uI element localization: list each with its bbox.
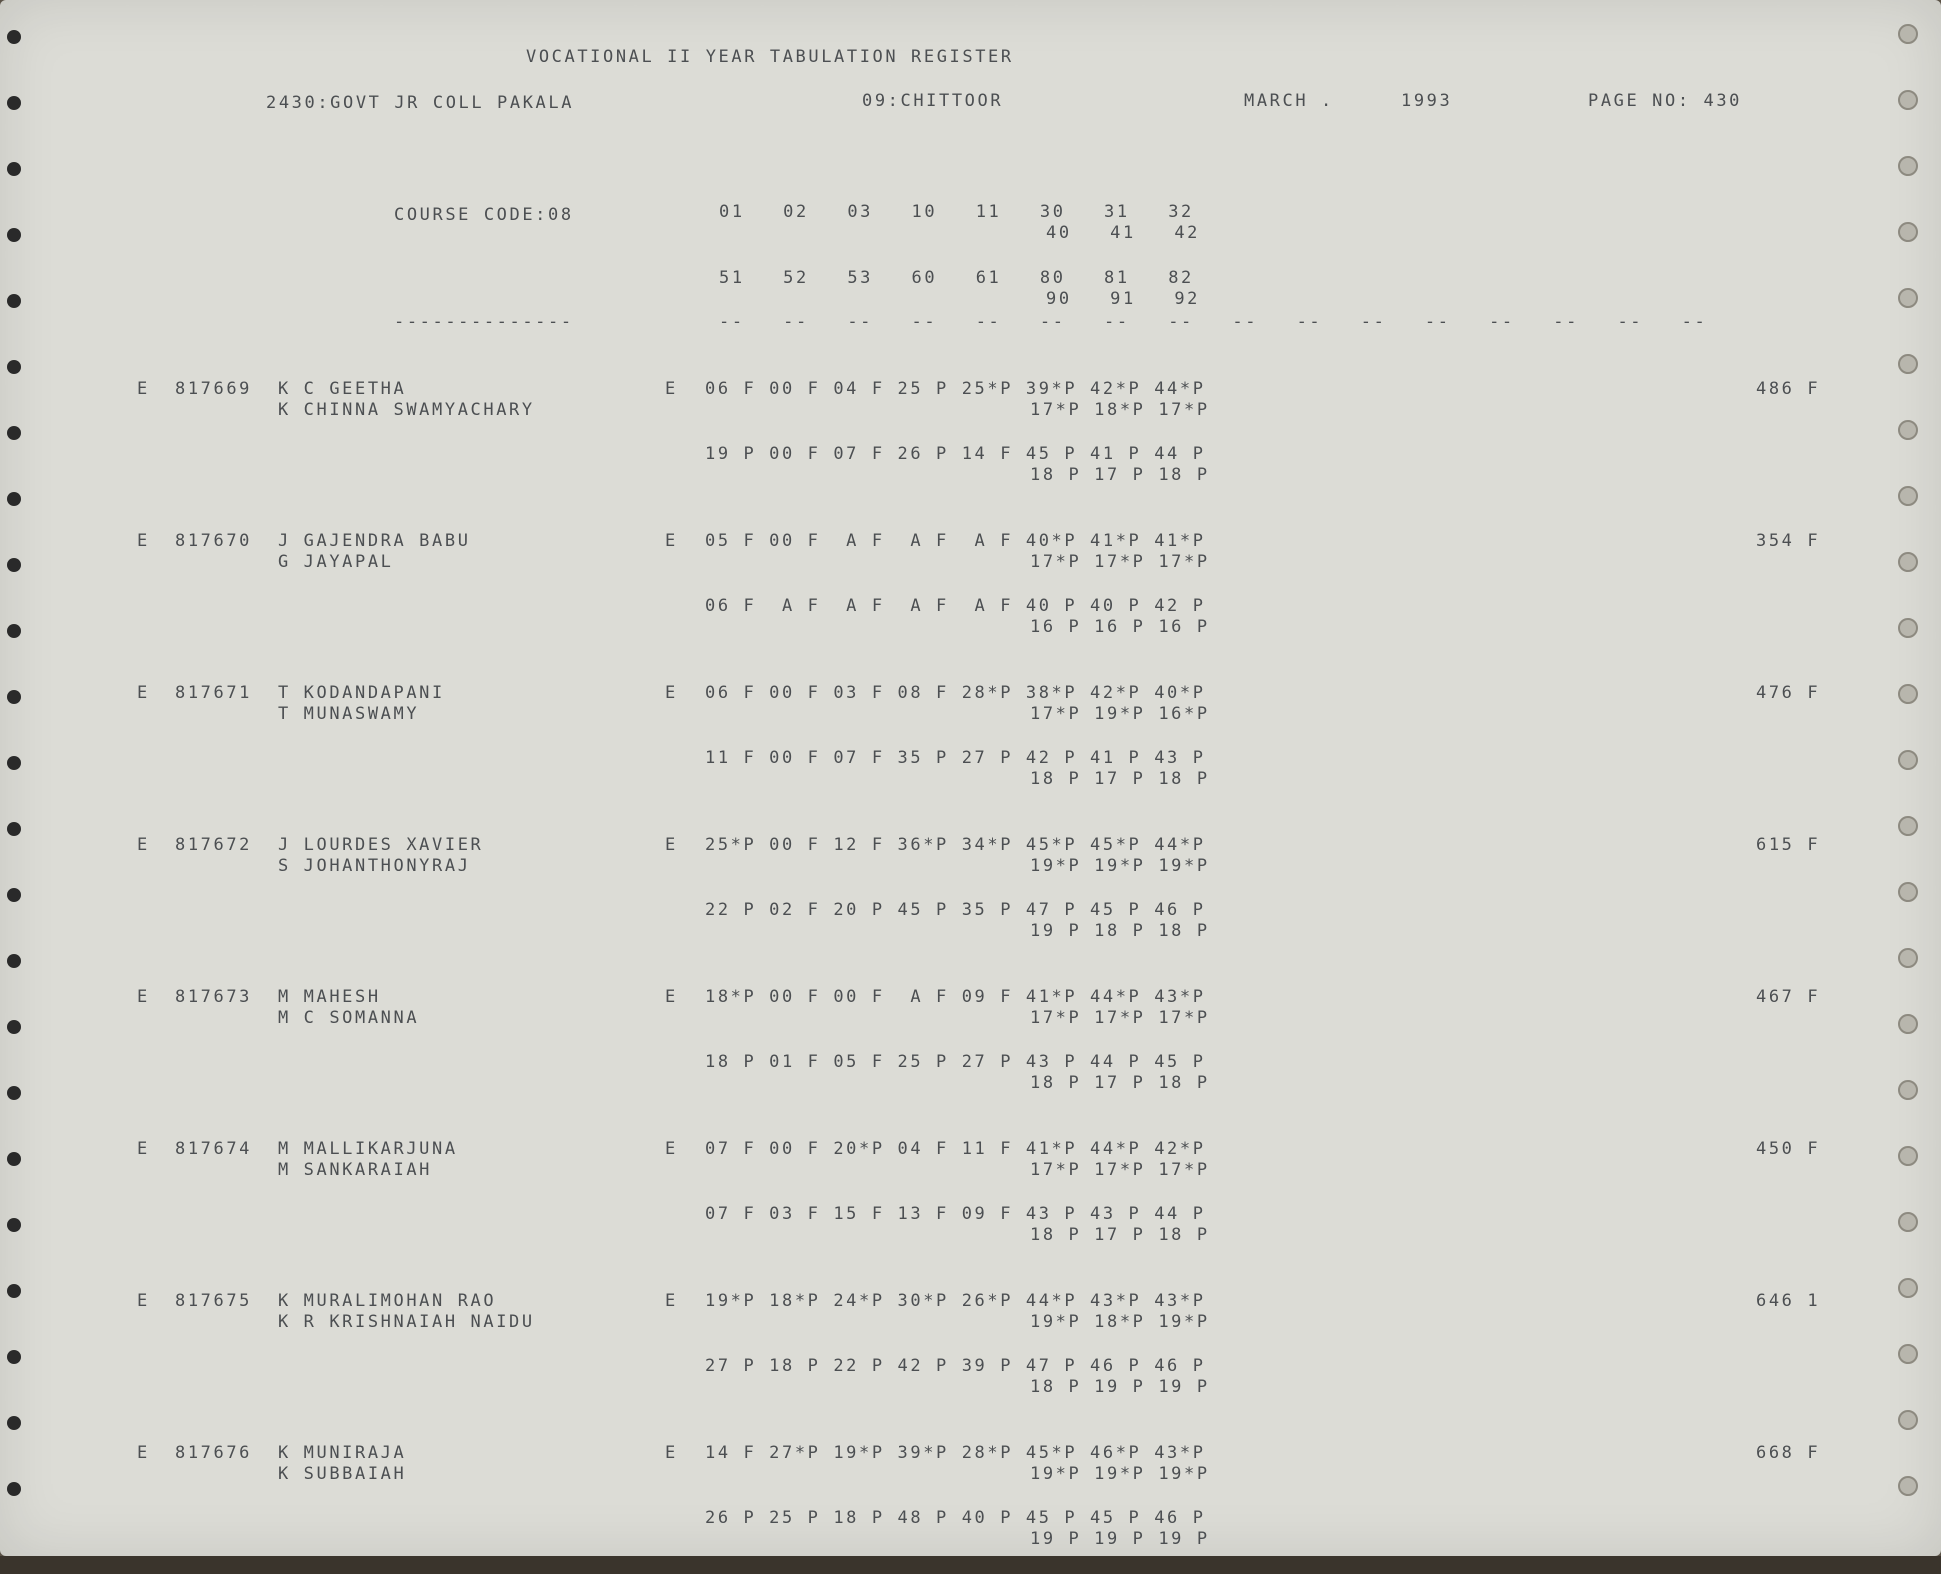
record-exam-type: E <box>665 835 678 855</box>
record-father-name: T MUNASWAMY <box>278 704 420 724</box>
record-marks-row1b: 19*P 18*P 19*P <box>1030 1312 1210 1332</box>
feed-hole <box>1898 1014 1918 1034</box>
record-student-name: K C GEETHA <box>278 379 407 399</box>
record-marks-row1b: 17*P 17*P 17*P <box>1030 1160 1210 1180</box>
record-student-name: T KODANDAPANI <box>278 683 445 703</box>
feed-hole <box>1898 882 1918 902</box>
record-marks-row1b: 19*P 19*P 19*P <box>1030 1464 1210 1484</box>
feed-hole <box>7 492 21 506</box>
feed-hole <box>1898 24 1918 44</box>
record-exam-type: E <box>665 379 678 399</box>
record-marks-row2b: 16 P 16 P 16 P <box>1030 617 1210 637</box>
feed-hole <box>7 558 21 572</box>
record-father-name: M SANKARAIAH <box>278 1160 433 1180</box>
feed-hole <box>7 228 21 242</box>
feed-hole <box>1898 816 1918 836</box>
column-separators: -- -- -- -- -- -- -- -- -- -- -- -- -- -- -- -- <box>719 312 1708 332</box>
record-roll-number: 817669 <box>175 379 253 399</box>
register-title: VOCATIONAL II YEAR TABULATION REGISTER <box>526 47 1014 67</box>
feed-hole <box>1898 354 1918 374</box>
record-total-result: 467 F <box>1756 987 1821 1007</box>
feed-hole <box>1898 420 1918 440</box>
feed-hole <box>7 1416 21 1430</box>
record-total-result: 646 1 <box>1756 1291 1821 1311</box>
feed-hole <box>7 1218 21 1232</box>
feed-hole <box>1898 156 1918 176</box>
record-marks-row1: 07 F 00 F 20*P 04 F 11 F 41*P 44*P 42*P <box>705 1139 1206 1159</box>
feed-hole <box>7 162 21 176</box>
record-student-name: J LOURDES XAVIER <box>278 835 484 855</box>
record-exam-type: E <box>665 531 678 551</box>
feed-hole <box>7 690 21 704</box>
exam-month: MARCH . <box>1244 91 1334 111</box>
record-stream: E <box>137 683 150 703</box>
record-student-name: K MURALIMOHAN RAO <box>278 1291 497 1311</box>
record-roll-number: 817670 <box>175 531 253 551</box>
record-stream: E <box>137 531 150 551</box>
record-roll-number: 817673 <box>175 987 253 1007</box>
record-student-name: M MALLIKARJUNA <box>278 1139 458 1159</box>
record-roll-number: 817674 <box>175 1139 253 1159</box>
feed-hole <box>1898 222 1918 242</box>
record-father-name: K SUBBAIAH <box>278 1464 407 1484</box>
record-student-name: K MUNIRAJA <box>278 1443 407 1463</box>
record-stream: E <box>137 1291 150 1311</box>
record-roll-number: 817676 <box>175 1443 253 1463</box>
record-marks-row2b: 18 P 17 P 18 P <box>1030 1073 1210 1093</box>
record-total-result: 615 F <box>1756 835 1821 855</box>
right-tractor-holes <box>1892 0 1922 1556</box>
record-father-name: M C SOMANNA <box>278 1008 420 1028</box>
record-marks-row1: 14 F 27*P 19*P 39*P 28*P 45*P 46*P 43*P <box>705 1443 1206 1463</box>
feed-hole <box>1898 948 1918 968</box>
table-surface <box>0 1556 1941 1574</box>
feed-hole <box>7 822 21 836</box>
record-marks-row1: 19*P 18*P 24*P 30*P 26*P 44*P 43*P 43*P <box>705 1291 1206 1311</box>
feed-hole <box>7 756 21 770</box>
record-marks-row1b: 19*P 19*P 19*P <box>1030 856 1210 876</box>
feed-hole <box>7 624 21 638</box>
course-code-label: COURSE CODE:08 <box>394 205 574 225</box>
record-father-name: K R KRISHNAIAH NAIDU <box>278 1312 535 1332</box>
record-exam-type: E <box>665 987 678 1007</box>
feed-hole <box>1898 750 1918 770</box>
record-marks-row1: 18*P 00 F 00 F A F 09 F 41*P 44*P 43*P <box>705 987 1206 1007</box>
feed-hole <box>7 1284 21 1298</box>
feed-hole <box>1898 90 1918 110</box>
record-marks-row2: 22 P 02 F 20 P 45 P 35 P 47 P 45 P 46 P <box>705 900 1206 920</box>
left-tractor-holes <box>0 0 30 1556</box>
subject-codes-row2b: 90 91 92 <box>1046 289 1201 309</box>
record-total-result: 450 F <box>1756 1139 1821 1159</box>
record-exam-type: E <box>665 1139 678 1159</box>
record-marks-row2: 27 P 18 P 22 P 42 P 39 P 47 P 46 P 46 P <box>705 1356 1206 1376</box>
record-marks-row2: 18 P 01 F 05 F 25 P 27 P 43 P 44 P 45 P <box>705 1052 1206 1072</box>
record-marks-row2: 06 F A F A F A F A F 40 P 40 P 42 P <box>705 596 1206 616</box>
feed-hole <box>1898 1476 1918 1496</box>
record-marks-row2: 11 F 00 F 07 F 35 P 27 P 42 P 41 P 43 P <box>705 748 1206 768</box>
feed-hole <box>7 1086 21 1100</box>
feed-hole <box>7 1482 21 1496</box>
feed-hole <box>7 360 21 374</box>
record-marks-row1b: 17*P 17*P 17*P <box>1030 1008 1210 1028</box>
exam-year: 1993 <box>1401 91 1453 111</box>
feed-hole <box>7 96 21 110</box>
feed-hole <box>1898 1410 1918 1430</box>
district-name: 09:CHITTOOR <box>862 91 1004 111</box>
feed-hole <box>7 1152 21 1166</box>
feed-hole <box>1898 1080 1918 1100</box>
feed-hole <box>1898 618 1918 638</box>
feed-hole <box>1898 288 1918 308</box>
record-exam-type: E <box>665 1291 678 1311</box>
feed-hole <box>1898 684 1918 704</box>
record-stream: E <box>137 1139 150 1159</box>
record-roll-number: 817671 <box>175 683 253 703</box>
feed-hole <box>1898 1344 1918 1364</box>
record-stream: E <box>137 379 150 399</box>
page-number: PAGE NO: 430 <box>1588 91 1743 111</box>
record-stream: E <box>137 987 150 1007</box>
subject-codes-row1b: 40 41 42 <box>1046 223 1201 243</box>
feed-hole <box>7 954 21 968</box>
record-student-name: J GAJENDRA BABU <box>278 531 471 551</box>
record-stream: E <box>137 835 150 855</box>
record-marks-row1: 25*P 00 F 12 F 36*P 34*P 45*P 45*P 44*P <box>705 835 1206 855</box>
record-marks-row2b: 18 P 17 P 18 P <box>1030 769 1210 789</box>
feed-hole <box>7 1020 21 1034</box>
record-marks-row1b: 17*P 18*P 17*P <box>1030 400 1210 420</box>
feed-hole <box>7 1350 21 1364</box>
subject-codes-row1: 01 02 03 10 11 30 31 32 <box>719 202 1194 222</box>
record-roll-number: 817675 <box>175 1291 253 1311</box>
feed-hole <box>1898 1278 1918 1298</box>
feed-hole <box>7 888 21 902</box>
record-marks-row1: 06 F 00 F 03 F 08 F 28*P 38*P 42*P 40*P <box>705 683 1206 703</box>
feed-hole <box>1898 552 1918 572</box>
record-marks-row1b: 17*P 17*P 17*P <box>1030 552 1210 572</box>
record-exam-type: E <box>665 683 678 703</box>
subject-codes-row2: 51 52 53 60 61 80 81 82 <box>719 268 1194 288</box>
feed-hole <box>1898 1146 1918 1166</box>
record-marks-row2: 19 P 00 F 07 F 26 P 14 F 45 P 41 P 44 P <box>705 444 1206 464</box>
record-father-name: S JOHANTHONYRAJ <box>278 856 471 876</box>
record-total-result: 668 F <box>1756 1443 1821 1463</box>
feed-hole <box>7 294 21 308</box>
feed-hole <box>7 426 21 440</box>
record-exam-type: E <box>665 1443 678 1463</box>
record-marks-row1: 06 F 00 F 04 F 25 P 25*P 39*P 42*P 44*P <box>705 379 1206 399</box>
record-marks-row2b: 19 P 18 P 18 P <box>1030 921 1210 941</box>
record-total-result: 476 F <box>1756 683 1821 703</box>
record-student-name: M MAHESH <box>278 987 381 1007</box>
record-marks-row2: 07 F 03 F 15 F 13 F 09 F 43 P 43 P 44 P <box>705 1204 1206 1224</box>
record-total-result: 486 F <box>1756 379 1821 399</box>
feed-hole <box>1898 486 1918 506</box>
college-name: 2430:GOVT JR COLL PAKALA <box>266 93 575 113</box>
record-marks-row2b: 18 P 17 P 18 P <box>1030 465 1210 485</box>
record-marks-row2: 26 P 25 P 18 P 48 P 40 P 45 P 45 P 46 P <box>705 1508 1206 1528</box>
record-father-name: K CHINNA SWAMYACHARY <box>278 400 535 420</box>
record-total-result: 354 F <box>1756 531 1821 551</box>
record-marks-row2b: 18 P 19 P 19 P <box>1030 1377 1210 1397</box>
feed-hole <box>1898 1212 1918 1232</box>
record-marks-row1: 05 F 00 F A F A F A F 40*P 41*P 41*P <box>705 531 1206 551</box>
header-separator: -------------- <box>394 312 574 332</box>
record-marks-row1b: 17*P 19*P 16*P <box>1030 704 1210 724</box>
record-stream: E <box>137 1443 150 1463</box>
feed-hole <box>7 30 21 44</box>
record-marks-row2b: 18 P 17 P 18 P <box>1030 1225 1210 1245</box>
record-father-name: G JAYAPAL <box>278 552 394 572</box>
record-marks-row2b: 19 P 19 P 19 P <box>1030 1529 1210 1549</box>
record-roll-number: 817672 <box>175 835 253 855</box>
